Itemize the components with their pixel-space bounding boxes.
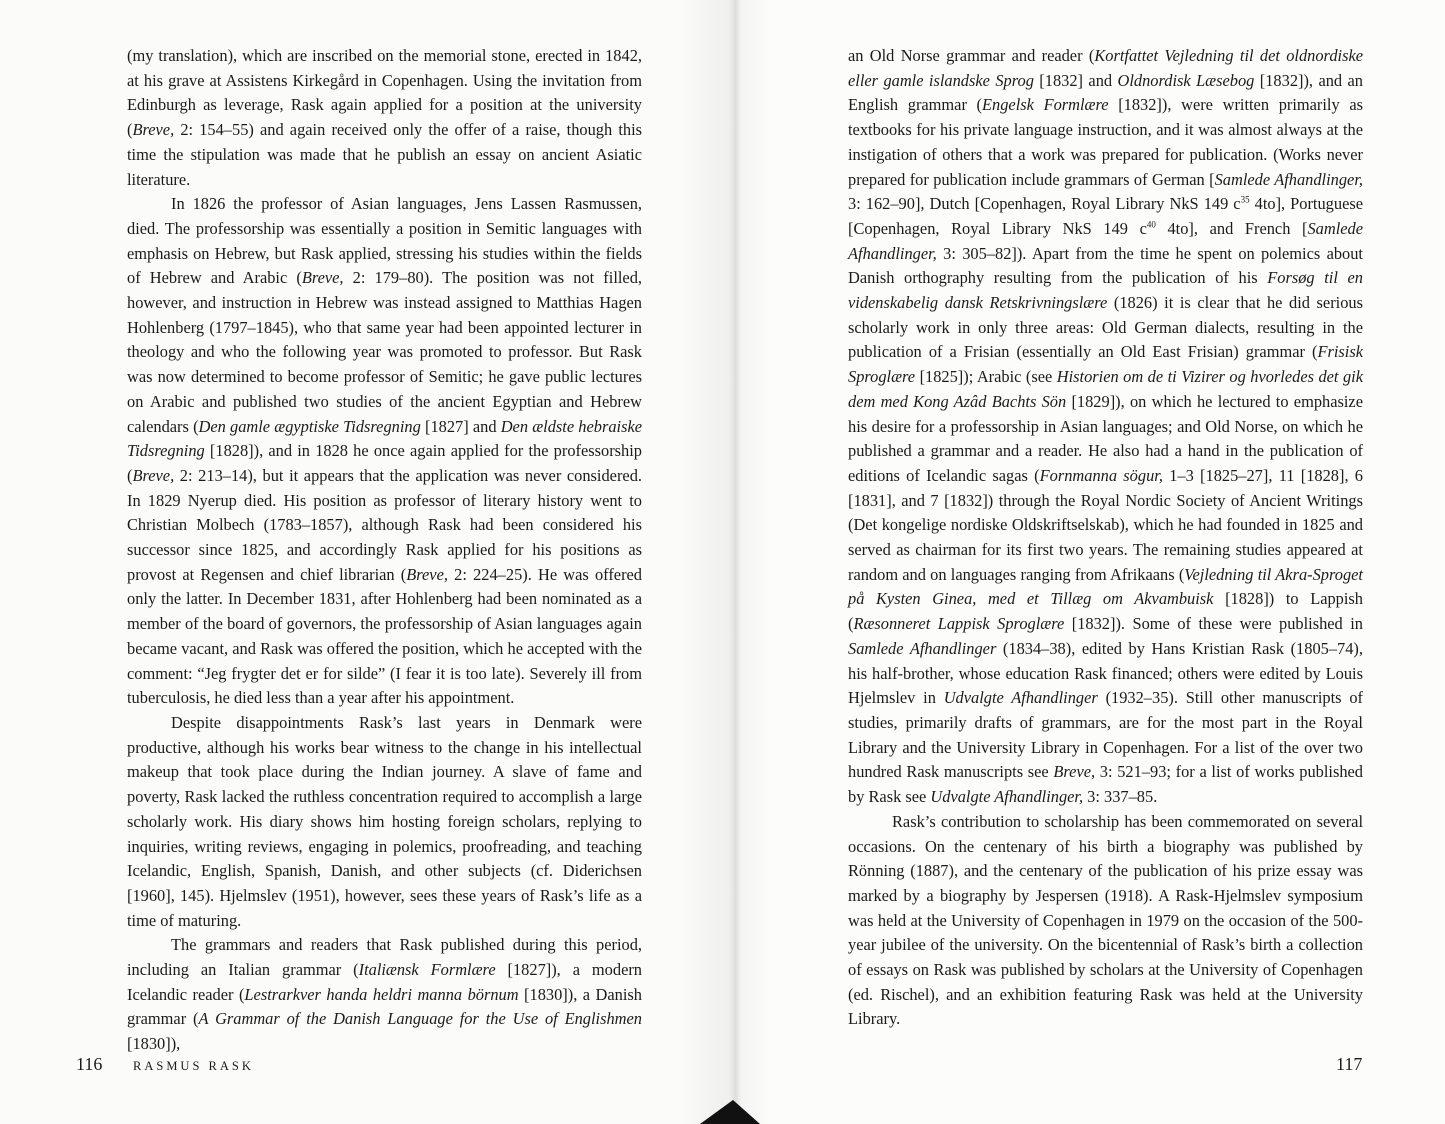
italic-title: Breve, (132, 465, 175, 485)
italic-title: Samlede Afhandlinger (848, 638, 997, 658)
italic-title: Breve, (406, 564, 448, 584)
text-run: Despite disappointments Rask’s last years in Denmark were productive, although his works bear witness to the change in his intellectual makeup that took place during the Indian journey. A slave of fame and poverty, Rask lacked the ruthless concentration required to accomplish a large scholarly work. His diary shows him hosting foreign scholars, replying to inquiries, writing reviews, engaging in polemics, proofreading, and teaching Icelandic, English, Spanish, Danish, and other subjects (cf. Diderichsen [1960], 145). Hjelmslev (1951), however, sees these years of Rask’s life as a time of maturing. (127, 712, 642, 930)
italic-title: Ræsonneret Lappisk Sproglære (853, 614, 1065, 634)
text-run: 1–3 [1825–27], 11 [1828], 6 [1831], and 7 [1832]) through the Royal Nordic Society of Ancient Writings (Det kongelige nordiske Oldskriftselskab), which he had founded in 1825 and served as chairman for its first two years. The remaining studies appeared at random and on languages ranging from Afrikaans ( (848, 465, 1364, 584)
body-paragraph (127, 933, 642, 1057)
text-run: [1829]), on which he lectured to emphasize his desire for a professorship in Asian languages; and Old Norse, on which he published a grammar and a reader. He also had a hand in the publication of editions of Icelandic sagas ( (848, 391, 1363, 485)
text-run: [1832]), and an English grammar ( (848, 70, 1363, 115)
text-run: 2: 179–80). The position was not filled, however, and instruction in Hebrew was instead assigned to Matthias Hagen Hohlenberg (1797–1845), who that same year had been appointed lecturer in theology and who the following year was promoted to professor. But Rask was now determined to become professor of Semitic; he gave public lectures on Arabic and published two studies of the ancient Egyptian and Hebrew calendars ( (127, 268, 642, 436)
text-run: 4to], and French [ (1155, 218, 1308, 238)
text-run: (1826) it is clear that he did serious scholarly work in only three areas: Old German dialects, resulting in the publication of a Frisian (essentially an Old East Frisian) grammar ( (848, 293, 1363, 362)
text-run: [1828]) to Lappish ( (848, 589, 1363, 634)
italic-title: Breve, (301, 268, 344, 288)
text-run: (1834–38), edited by Hans Kristian Rask (1805–74), his half-brother, whose education Rask financed; others were edited by Louis Hjelmslev in (848, 638, 1363, 708)
italic-title: Den gamle ægyptiske Tidsregning (198, 416, 421, 436)
body-paragraph (848, 44, 1363, 810)
italic-title: Breve, (132, 120, 175, 140)
italic-title: Kortfattet Vejledning til det oldnordiske eller gamle islandske Sprog (848, 46, 1363, 90)
text-run: [1827] and (420, 416, 501, 436)
italic-title: Oldnordisk Læsebog (1117, 70, 1255, 90)
italic-title: Fornmanna sögur, (1039, 465, 1163, 485)
italic-title: Samlede Afhandlinger, (1214, 169, 1363, 189)
text-run: Rask’s contribution to scholarship has been commemorated on several occasions. On the centenary of his birth a biography was published by Rönning (1887), and the centenary of the publication of his prize essay was marked by a biography by Jespersen (1918). A Rask-Hjelmslev symposium was held at the University of Copenhagen in 1979 on the occasion of the 500-year jubilee of the university. On the bicentennial of Rask’s birth a collection of essays on Rask was published by scholars at the University of Copenhagen (ed. Rischel), and an exhibition featuring Rask was held at the University Library. (848, 811, 1363, 1029)
text-run: The grammars and readers that Rask published during this period, including an Italian grammar ( (127, 935, 642, 980)
text-run: 3: 337–85. (1083, 787, 1158, 807)
right-page-text (848, 44, 1363, 1032)
left-page (0, 0, 720, 1124)
text-run: [1828]), and in 1828 he once again applied for the professorship ( (127, 441, 642, 485)
italic-title: Udvalgte Afhandlinger, (930, 787, 1084, 807)
text-run: 3: 521–93; for a list of works published by Rask see (848, 762, 1363, 807)
text-run: [1830]), a Danish grammar ( (127, 984, 642, 1029)
body-paragraph (127, 711, 642, 933)
italic-title: Vejledning til Akra-Sproget på Kysten Ginea, med et Tillæg om Akvambuisk (848, 564, 1363, 609)
italic-title: Samlede Afhandlinger, (848, 218, 1363, 263)
superscript: 40 (1146, 219, 1156, 230)
body-paragraph (848, 810, 1363, 1032)
italic-title: Breve, (1053, 762, 1096, 782)
superscript: 35 (1240, 194, 1250, 205)
text-run: (my translation), which are inscribed on the memorial stone, erected in 1842, at his grave at Assistens Kirkegård in Copenhagen. Using the invitation from Edinburgh as leverage, Rask again applied for a position at the university ( (127, 46, 642, 140)
italic-title: A Grammar of the Danish Language for the Use of Englishmen (198, 1009, 642, 1029)
text-run: [1832] and (1033, 70, 1118, 90)
text-run: 2: 154–55) and again received only the offer of a raise, though this time the stipulation was made that he publish an essay on ancient Asiatic literature. (127, 120, 642, 189)
text-run: [1825]); Arabic (see (915, 367, 1057, 387)
text-run: In 1826 the professor of Asian languages, Jens Lassen Rasmussen, died. The professorship was essentially a position in Semitic languages with emphasis on Hebrew, but Rask applied, stressing his studies within the fields of Hebrew and Arabic ( (127, 194, 642, 288)
running-title: RASMUS RASK (133, 1059, 254, 1073)
text-run: 3: 305–82]). Apart from the time he spent on polemics about Danish orthography resulting from the publication of his (848, 243, 1363, 288)
text-run: [1827]), a modern Icelandic reader ( (127, 960, 642, 1004)
italic-title: Frisisk Sproglære (848, 342, 1363, 387)
italic-title: Forsøg til en videnskabelig dansk Retskrivningslære (848, 268, 1363, 313)
text-run: 2: 224–25). He was offered only the latter. In December 1831, after Hohlenberg had been nominated as a member of the board of governors, the professorship of Asian languages again became vacant, and Rask was offered the position, which he accepted with the comment: “Jeg frygter det er for silde” (I fear it is too late). Severely ill from tuberculosis, he died less than a year after his appointment. (127, 564, 642, 708)
text-run: 2: 213–14), but it appears that the application was never considered. In 1829 Nyerup died. His position as professor of literary history went to Christian Molbech (1783–1857), although Rask had been considered his successor since 1825, and accordingly Rask applied for his positions as provost at Regensen and chief librarian ( (127, 465, 642, 584)
text-run: 3: 162–90], Dutch [Copenhagen, Royal Library NkS 149 c (848, 194, 1241, 214)
page-number-right: 117 (1336, 1054, 1363, 1074)
italic-title: Udvalgte Afhandlinger (943, 688, 1098, 708)
body-paragraph (127, 44, 642, 192)
text-run: [1832]), were written primarily as textbooks for his private language instruction, and it was almost always at the instigation of others that a work was prepared for publication. (Works never prepared for publication include grammars of German [ (848, 95, 1363, 189)
text-run: [1830]), (127, 1034, 181, 1054)
right-page (720, 0, 1445, 1124)
text-run: (1932–35). Still other manuscripts of studies, primarily drafts of grammars, are for the most part in the Royal Library and the University Library in Copenhagen. For a list of the over two hundred Rask manuscripts see (848, 688, 1363, 782)
text-run: an Old Norse grammar and reader ( (848, 46, 1095, 65)
body-paragraph (127, 192, 642, 711)
text-run: 4to], Portuguese [Copenhagen, Royal Library NkS 149 c (848, 194, 1363, 238)
italic-title: Den ældste hebraiske Tidsregning (127, 416, 643, 461)
italic-title: Engelsk Formlære (982, 95, 1109, 115)
italic-title: Italiænsk Formlære (358, 960, 496, 980)
page-number-left: 116 (76, 1054, 103, 1074)
italic-title: Lestrarkver handa heldri manna börnum (244, 984, 519, 1004)
left-page-text (127, 44, 642, 1057)
italic-title: Historien om de ti Vizirer og hvorledes det gik dem med Kong Azâd Bachts Sön (848, 367, 1363, 411)
text-run: [1832]). Some of these were published in (1064, 614, 1363, 634)
